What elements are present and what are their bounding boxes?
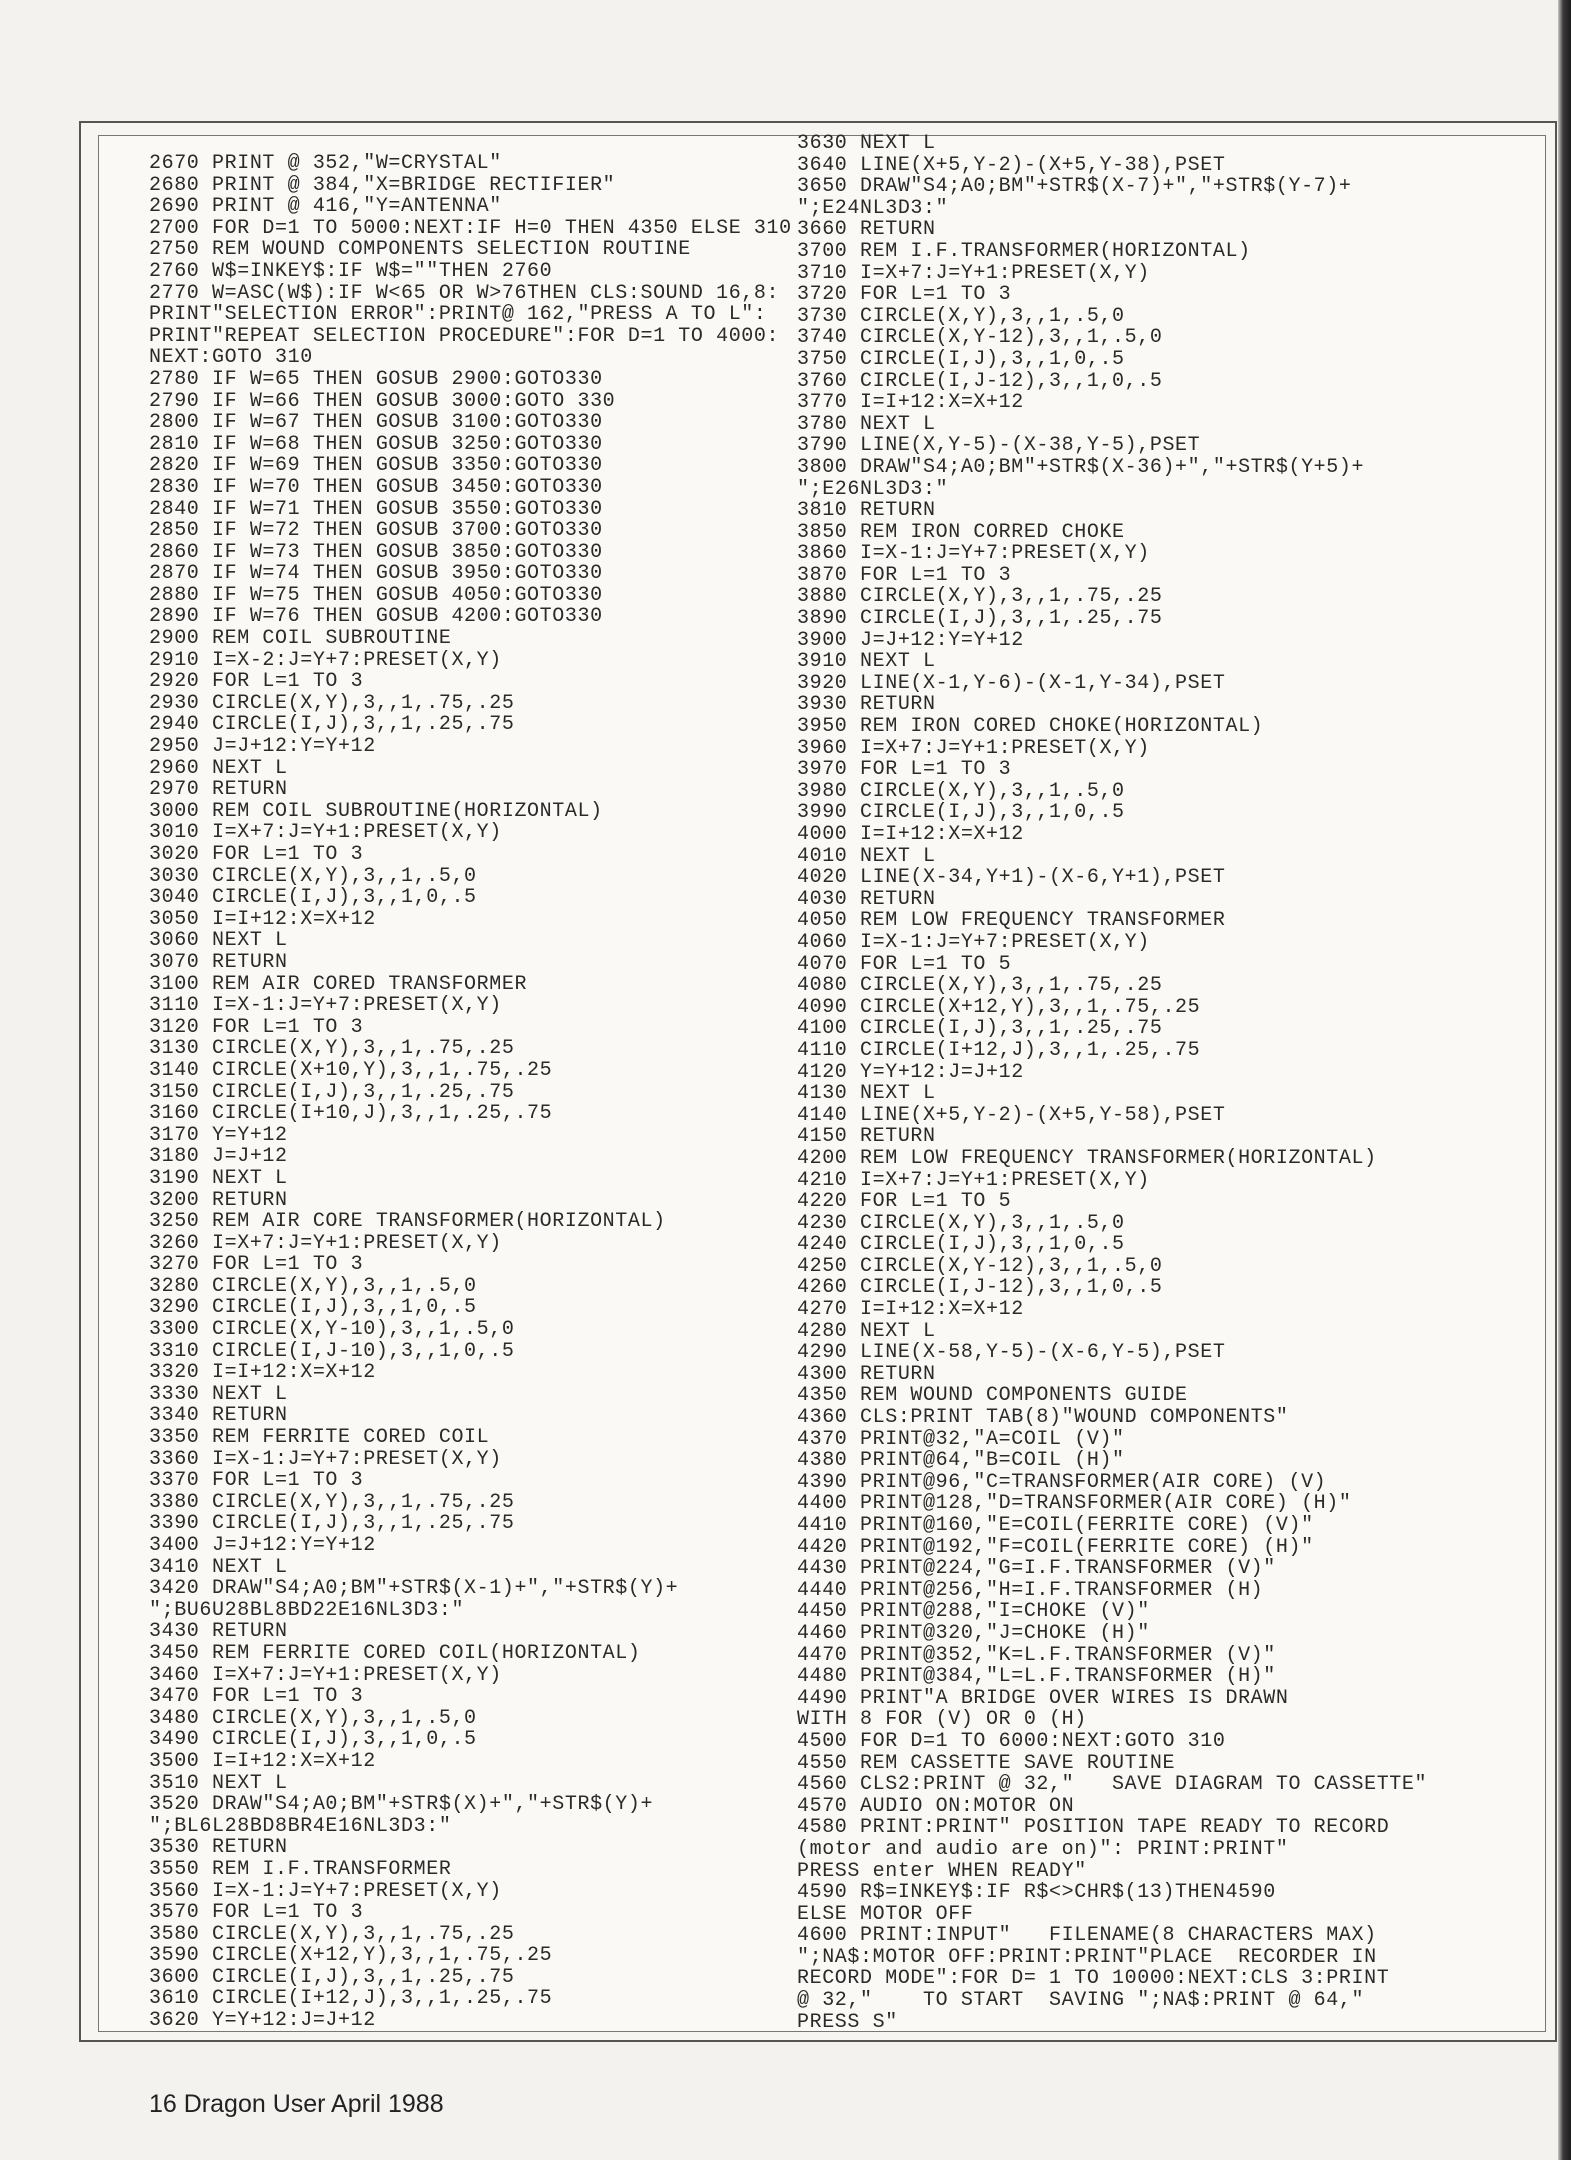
code-line: ";E26NL3D3:" (797, 477, 949, 501)
code-line: 2820 IF W=69 THEN GOSUB 3350:GOTO330 (149, 454, 603, 478)
page-footer: 16 Dragon User April 1988 (149, 2090, 444, 2118)
code-line: 4240 CIRCLE(I,J),3,,1,0,.5 (797, 1233, 1125, 1257)
code-line: 4120 Y=Y+12:J=J+12 (797, 1060, 1024, 1084)
code-line: 3580 CIRCLE(X,Y),3,,1,.75,.25 (149, 1922, 515, 1946)
code-line: 4080 CIRCLE(X,Y),3,,1,.75,.25 (797, 974, 1163, 998)
code-line: 4000 I=I+12:X=X+12 (797, 823, 1024, 846)
code-line: 2810 IF W=68 THEN GOSUB 3250:GOTO330 (149, 432, 603, 456)
code-line: 3620 Y=Y+12:J=J+12 (149, 2009, 376, 2033)
code-line: 3810 RETURN (797, 499, 936, 523)
code-line: 4430 PRINT@224,"G=I.F.TRANSFORMER (V)" (797, 1557, 1276, 1581)
code-line: 2680 PRINT @ 384,"X=BRIDGE RECTIFIER" (149, 173, 616, 197)
code-line: 4230 CIRCLE(X,Y),3,,1,.5,0 (797, 1211, 1125, 1235)
code-line: 3010 I=X+7:J=Y+1:PRESET(X,Y) (149, 821, 502, 845)
code-line: 3200 RETURN (149, 1188, 288, 1212)
code-line: 4140 LINE(X+5,Y-2)-(X+5,Y-58),PSET (797, 1103, 1226, 1127)
code-line: 2880 IF W=75 THEN GOSUB 4050:GOTO330 (149, 583, 603, 607)
code-line: 4480 PRINT@384,"L=L.F.TRANSFORMER (H)" (797, 1665, 1276, 1689)
code-line: 3590 CIRCLE(X+12,Y),3,,1,.75,.25 (149, 1944, 553, 1968)
code-line: PRINT"REPEAT SELECTION PROCEDURE":FOR D=1 TO 4000: (149, 324, 780, 348)
code-line: 3430 RETURN (149, 1620, 288, 1644)
code-line: 3560 I=X-1:J=Y+7:PRESET(X,Y) (149, 1879, 502, 1903)
code-line: 3600 CIRCLE(I,J),3,,1,.25,.75 (149, 1965, 515, 1989)
code-line: 4220 FOR L=1 TO 5 (797, 1190, 1012, 1214)
code-line: 3530 RETURN (149, 1836, 288, 1860)
code-line: 3410 NEXT L (149, 1555, 288, 1579)
code-line: 3720 FOR L=1 TO 3 (797, 283, 1012, 307)
code-line: 3340 RETURN (149, 1404, 288, 1428)
code-line: 4460 PRINT@320,"J=CHOKE (H)" (797, 1621, 1150, 1645)
code-line: 4590 R$=INKEY$:IF R$<>CHR$(13)THEN4590 (797, 1881, 1276, 1905)
code-line: NEXT:GOTO 310 (149, 346, 313, 370)
code-line: 3050 I=I+12:X=X+12 (149, 907, 376, 931)
code-line: PRESS enter WHEN READY" (797, 1859, 1087, 1883)
code-line: 3320 I=I+12:X=X+12 (149, 1361, 376, 1385)
code-line: 3160 CIRCLE(I+10,J),3,,1,.25,.75 (149, 1102, 553, 1126)
code-line: 3570 FOR L=1 TO 3 (149, 1901, 364, 1925)
code-line: 4260 CIRCLE(I,J-12),3,,1,0,.5 (797, 1276, 1163, 1300)
code-line: 3400 J=J+12:Y=Y+12 (149, 1534, 376, 1557)
code-line: 4400 PRINT@128,"D=TRANSFORMER(AIR CORE) (H)" (797, 1492, 1352, 1516)
code-line: 3850 REM IRON CORRED CHOKE (797, 520, 1125, 544)
code-line: 3730 CIRCLE(X,Y),3,,1,.5,0 (797, 304, 1125, 328)
code-line: WITH 8 FOR (V) OR 0 (H) (797, 1708, 1087, 1732)
code-line: 4410 PRINT@160,"E=COIL(FERRITE CORE) (V)" (797, 1514, 1314, 1537)
page-edge-shadow (1558, 0, 1571, 2160)
code-line: 4580 PRINT:PRINT" POSITION TAPE READY TO RECORD (797, 1816, 1390, 1840)
code-line: 3900 J=J+12:Y=Y+12 (797, 628, 1024, 652)
code-line: 3110 I=X-1:J=Y+7:PRESET(X,Y) (149, 994, 502, 1018)
code-line: 3070 RETURN (149, 950, 288, 974)
code-line: 3190 NEXT L (149, 1166, 288, 1190)
code-line: 3330 NEXT L (149, 1382, 288, 1406)
code-line: 3700 REM I.F.TRANSFORMER(HORIZONTAL) (797, 239, 1251, 263)
code-line: 3180 J=J+12 (149, 1145, 288, 1169)
code-line: 4450 PRINT@288,"I=CHOKE (V)" (797, 1600, 1150, 1624)
code-line: 3750 CIRCLE(I,J),3,,1,0,.5 (797, 347, 1125, 371)
code-line: 4200 REM LOW FREQUENCY TRANSFORMER(HORIZONTAL) (797, 1146, 1377, 1170)
code-line: 2970 RETURN (149, 778, 288, 802)
code-line: 3380 CIRCLE(X,Y),3,,1,.75,.25 (149, 1490, 515, 1514)
code-line: 3510 NEXT L (149, 1771, 288, 1795)
code-line: 3880 CIRCLE(X,Y),3,,1,.75,.25 (797, 585, 1163, 609)
code-line: 2920 FOR L=1 TO 3 (149, 670, 364, 694)
code-line: 2910 I=X-2:J=Y+7:PRESET(X,Y) (149, 648, 502, 672)
code-line: 3950 REM IRON CORED CHOKE(HORIZONTAL) (797, 715, 1264, 739)
code-line: 3870 FOR L=1 TO 3 (797, 563, 1012, 587)
code-line: 4420 PRINT@192,"F=COIL(FERRITE CORE) (H)" (797, 1535, 1314, 1559)
code-line: 2700 FOR D=1 TO 5000:NEXT:IF H=0 THEN 4350 ELSE 310 (149, 216, 792, 240)
code-line: ELSE MOTOR OFF (797, 1902, 974, 1926)
code-line: 4390 PRINT@96,"C=TRANSFORMER(AIR CORE) (V) (797, 1470, 1327, 1494)
code-line: 3000 REM COIL SUBROUTINE(HORIZONTAL) (149, 799, 603, 823)
code-line: 3770 I=I+12:X=X+12 (797, 391, 1024, 415)
code-line: 3370 FOR L=1 TO 3 (149, 1469, 364, 1493)
listing-column-right (797, 133, 1427, 2033)
code-line: ";NA$:MOTOR OFF:PRINT:PRINT"PLACE RECORDER IN (797, 1945, 1377, 1969)
code-line: @ 32," TO START SAVING ";NA$:PRINT @ 64," (797, 1989, 1365, 2013)
code-line: 4370 PRINT@32,"A=COIL (V)" (797, 1427, 1125, 1451)
code-line: 4010 NEXT L (797, 844, 936, 868)
code-line: ";BU6U28BL8BD22E16NL3D3:" (149, 1598, 465, 1622)
code-line: 3650 DRAW"S4;A0;BM"+STR$(X-7)+","+STR$(Y-7)+ (797, 175, 1352, 199)
code-line: 3390 CIRCLE(I,J),3,,1,.25,.75 (149, 1512, 515, 1536)
code-line: 2760 W$=INKEY$:IF W$=""THEN 2760 (149, 259, 553, 283)
code-line: 2770 W=ASC(W$):IF W<65 OR W>76THEN CLS:SOUND 16,8: (149, 281, 780, 305)
code-line: 2790 IF W=66 THEN GOSUB 3000:GOTO 330 (149, 389, 616, 413)
code-line: ";BL6L28BD8BR4E16NL3D3:" (149, 1814, 452, 1838)
code-line: 4550 REM CASSETTE SAVE ROUTINE (797, 1751, 1176, 1775)
code-line: 3060 NEXT L (149, 929, 288, 953)
code-line: 3360 I=X-1:J=Y+7:PRESET(X,Y) (149, 1447, 502, 1471)
code-line: 4210 I=X+7:J=Y+1:PRESET(X,Y) (797, 1168, 1150, 1192)
code-line: 3780 NEXT L (797, 412, 936, 436)
code-line: 3550 REM I.F.TRANSFORMER (149, 1857, 452, 1881)
code-line: ";E24NL3D3:" (797, 196, 949, 220)
code-line: 4290 LINE(X-58,Y-5)-(X-6,Y-5),PSET (797, 1341, 1226, 1365)
code-line: 2800 IF W=67 THEN GOSUB 3100:GOTO330 (149, 411, 603, 435)
code-line: 2950 J=J+12:Y=Y+12 (149, 735, 376, 759)
code-line: 3610 CIRCLE(I+12,J),3,,1,.25,.75 (149, 1987, 553, 2011)
code-line: 3930 RETURN (797, 693, 936, 717)
code-line: 3960 I=X+7:J=Y+1:PRESET(X,Y) (797, 736, 1150, 760)
code-line: 4130 NEXT L (797, 1082, 936, 1106)
code-line: 3480 CIRCLE(X,Y),3,,1,.5,0 (149, 1706, 477, 1730)
code-line: 4360 CLS:PRINT TAB(8)"WOUND COMPONENTS" (797, 1406, 1289, 1430)
code-line: PRINT"SELECTION ERROR":PRINT@ 162,"PRESS A TO L": (149, 303, 767, 327)
code-line: 3890 CIRCLE(I,J),3,,1,.25,.75 (797, 607, 1163, 631)
code-line: 3030 CIRCLE(X,Y),3,,1,.5,0 (149, 864, 477, 888)
code-line: 3980 CIRCLE(X,Y),3,,1,.5,0 (797, 779, 1125, 803)
code-line: 3040 CIRCLE(I,J),3,,1,0,.5 (149, 886, 477, 910)
code-line: 3310 CIRCLE(I,J-10),3,,1,0,.5 (149, 1339, 515, 1363)
code-line: 4280 NEXT L (797, 1319, 936, 1343)
code-line: 4270 I=I+12:X=X+12 (797, 1298, 1024, 1322)
code-line: 4300 RETURN (797, 1362, 936, 1386)
code-line: 3500 I=I+12:X=X+12 (149, 1749, 376, 1773)
code-line: 3470 FOR L=1 TO 3 (149, 1685, 364, 1709)
code-line: PRESS S" (797, 2010, 898, 2034)
code-line: 4150 RETURN (797, 1125, 936, 1149)
code-line: 3460 I=X+7:J=Y+1:PRESET(X,Y) (149, 1663, 502, 1687)
code-line: 3920 LINE(X-1,Y-6)-(X-1,Y-34),PSET (797, 671, 1226, 695)
code-line: 3990 CIRCLE(I,J),3,,1,0,.5 (797, 801, 1125, 825)
code-line: 3640 LINE(X+5,Y-2)-(X+5,Y-38),PSET (797, 153, 1226, 177)
code-line: 3450 REM FERRITE CORED COIL(HORIZONTAL) (149, 1641, 641, 1665)
code-line: 4030 RETURN (797, 887, 936, 911)
code-line: 4060 I=X-1:J=Y+7:PRESET(X,Y) (797, 930, 1150, 954)
code-line: 4020 LINE(X-34,Y+1)-(X-6,Y+1),PSET (797, 866, 1226, 890)
code-line: 3490 CIRCLE(I,J),3,,1,0,.5 (149, 1728, 477, 1752)
code-line: 4380 PRINT@64,"B=COIL (H)" (797, 1449, 1125, 1473)
code-line: 3800 DRAW"S4;A0;BM"+STR$(X-36)+","+STR$(Y+5)+ (797, 455, 1365, 479)
code-line: 4490 PRINT"A BRIDGE OVER WIRES IS DRAWN (797, 1686, 1289, 1710)
code-line: 3020 FOR L=1 TO 3 (149, 843, 364, 866)
code-line: 4250 CIRCLE(X,Y-12),3,,1,.5,0 (797, 1254, 1163, 1278)
code-line: 3250 REM AIR CORE TRANSFORMER(HORIZONTAL) (149, 1210, 666, 1234)
code-line: 3280 CIRCLE(X,Y),3,,1,.5,0 (149, 1274, 477, 1298)
code-line: 3260 I=X+7:J=Y+1:PRESET(X,Y) (149, 1231, 502, 1255)
code-line: 3520 DRAW"S4;A0;BM"+STR$(X)+","+STR$(Y)+ (149, 1793, 654, 1817)
code-line: 4440 PRINT@256,"H=I.F.TRANSFORMER (H) (797, 1578, 1264, 1602)
code-line: 3140 CIRCLE(X+10,Y),3,,1,.75,.25 (149, 1058, 553, 1082)
code-line: 3100 REM AIR CORED TRANSFORMER (149, 972, 528, 996)
code-line: 2780 IF W=65 THEN GOSUB 2900:GOTO330 (149, 367, 603, 391)
code-line: 3860 I=X-1:J=Y+7:PRESET(X,Y) (797, 542, 1150, 566)
code-line: 3350 REM FERRITE CORED COIL (149, 1426, 490, 1450)
code-line: 2890 IF W=76 THEN GOSUB 4200:GOTO330 (149, 605, 603, 629)
code-line: 2840 IF W=71 THEN GOSUB 3550:GOTO330 (149, 497, 603, 521)
code-line: 3270 FOR L=1 TO 3 (149, 1253, 364, 1277)
code-line: 2670 PRINT @ 352,"W=CRYSTAL" (149, 152, 502, 175)
code-line: 3290 CIRCLE(I,J),3,,1,0,.5 (149, 1296, 477, 1320)
code-line: RECORD MODE":FOR D= 1 TO 10000:NEXT:CLS 3:PRINT (797, 1967, 1390, 1991)
code-line: 2690 PRINT @ 416,"Y=ANTENNA" (149, 195, 502, 219)
code-line: 2940 CIRCLE(I,J),3,,1,.25,.75 (149, 713, 515, 737)
code-line: 2850 IF W=72 THEN GOSUB 3700:GOTO330 (149, 519, 603, 543)
code-line: 2870 IF W=74 THEN GOSUB 3950:GOTO330 (149, 562, 603, 586)
code-line: 4100 CIRCLE(I,J),3,,1,.25,.75 (797, 1017, 1163, 1041)
code-line: 3170 Y=Y+12 (149, 1123, 288, 1147)
code-line: 2900 REM COIL SUBROUTINE (149, 627, 452, 651)
code-line: 2860 IF W=73 THEN GOSUB 3850:GOTO330 (149, 540, 603, 564)
code-line: 3120 FOR L=1 TO 3 (149, 1015, 364, 1039)
code-line: 3660 RETURN (797, 218, 936, 242)
code-line: 3790 LINE(X,Y-5)-(X-38,Y-5),PSET (797, 434, 1201, 458)
code-line: 3420 DRAW"S4;A0;BM"+STR$(X-1)+","+STR$(Y)+ (149, 1577, 679, 1601)
code-line: 2930 CIRCLE(X,Y),3,,1,.75,.25 (149, 691, 515, 715)
code-line: 4560 CLS2:PRINT @ 32," SAVE DIAGRAM TO CASSETTE" (797, 1773, 1428, 1797)
code-line: 3910 NEXT L (797, 650, 936, 674)
code-line: 4570 AUDIO ON:MOTOR ON (797, 1794, 1075, 1818)
code-line: (motor and audio are on)": PRINT:PRINT" (797, 1837, 1289, 1861)
code-line: 3740 CIRCLE(X,Y-12),3,,1,.5,0 (797, 326, 1163, 350)
listing-column-left (149, 153, 792, 2032)
code-line: 2750 REM WOUND COMPONENTS SELECTION ROUTINE (149, 238, 691, 262)
code-line: 4110 CIRCLE(I+12,J),3,,1,.25,.75 (797, 1038, 1201, 1062)
code-line: 3300 CIRCLE(X,Y-10),3,,1,.5,0 (149, 1318, 515, 1342)
code-line: 3970 FOR L=1 TO 3 (797, 758, 1012, 782)
code-line: 4600 PRINT:INPUT" FILENAME(8 CHARACTERS MAX) (797, 1924, 1377, 1948)
code-line: 3760 CIRCLE(I,J-12),3,,1,0,.5 (797, 369, 1163, 393)
code-line: 3130 CIRCLE(X,Y),3,,1,.75,.25 (149, 1037, 515, 1061)
code-line: 4090 CIRCLE(X+12,Y),3,,1,.75,.25 (797, 995, 1201, 1019)
code-line: 3710 I=X+7:J=Y+1:PRESET(X,Y) (797, 261, 1150, 285)
code-line: 3630 NEXT L (797, 132, 936, 155)
code-line: 2960 NEXT L (149, 756, 288, 780)
code-line: 4470 PRINT@352,"K=L.F.TRANSFORMER (V)" (797, 1643, 1276, 1667)
code-line: 4050 REM LOW FREQUENCY TRANSFORMER (797, 909, 1226, 933)
code-line: 4070 FOR L=1 TO 5 (797, 952, 1012, 976)
code-line: 3150 CIRCLE(I,J),3,,1,.25,.75 (149, 1080, 515, 1104)
code-line: 4350 REM WOUND COMPONENTS GUIDE (797, 1384, 1188, 1408)
code-line: 4500 FOR D=1 TO 6000:NEXT:GOTO 310 (797, 1729, 1226, 1753)
code-line: 2830 IF W=70 THEN GOSUB 3450:GOTO330 (149, 475, 603, 499)
